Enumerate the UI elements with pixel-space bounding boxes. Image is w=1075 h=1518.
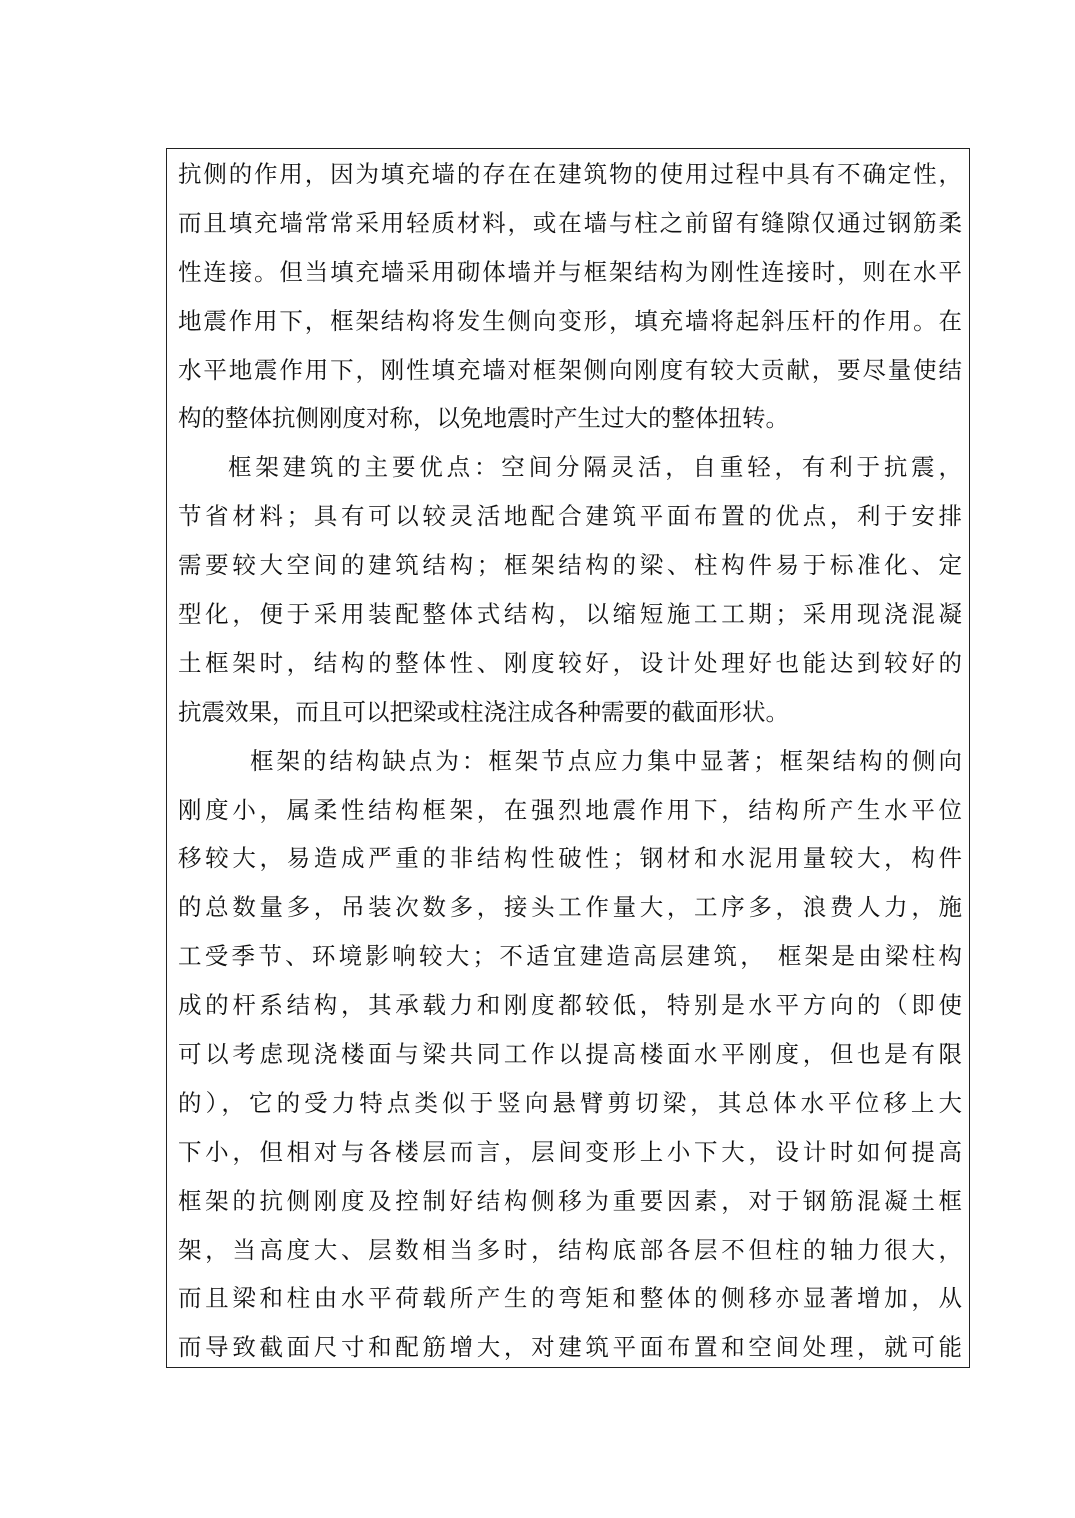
paragraph-1 bbox=[178, 150, 962, 443]
paragraph-line: 而且填充墙常常采用轻质材料，或在墙与柱之前留有缝隙仅通过钢筋柔 bbox=[178, 208, 962, 237]
paragraph-line: 的总数量多，吊装次数多，接头工作量大，工序多，浪费人力，施 bbox=[178, 893, 962, 922]
paragraph-3 bbox=[178, 737, 962, 1373]
paragraph-line: 需要较大空间的建筑结构；框架结构的梁、柱构件易于标准化、定 bbox=[178, 551, 962, 580]
paragraph-line: 架，当高度大、层数相当多时，结构底部各层不但柱的轴力很大， bbox=[178, 1235, 962, 1264]
paragraph-line: 工受季节、环境影响较大；不适宜建造高层建筑， 框架是由梁柱构 bbox=[178, 942, 962, 971]
paragraph-line: 性连接。但当填充墙采用砌体墙并与框架结构为刚性连接时，则在水平 bbox=[178, 257, 962, 286]
paragraph-line: 可以考虑现浇楼面与梁共同工作以提高楼面水平刚度，但也是有限 bbox=[178, 1040, 962, 1069]
paragraph-line: 抗震效果，而且可以把梁或柱浇注成各种需要的截面形状。 bbox=[178, 697, 789, 726]
paragraph-2 bbox=[178, 443, 962, 736]
paragraph-line: 水平地震作用下，刚性填充墙对框架侧向刚度有较大贡献，要尽量使结 bbox=[178, 355, 962, 384]
paragraph-line: 成的杆系结构，其承载力和刚度都较低，特别是水平方向的（即使 bbox=[178, 991, 962, 1020]
paragraph-line: 框架的结构缺点为：框架节点应力集中显著；框架结构的侧向 bbox=[250, 746, 962, 775]
paragraph-line: 地震作用下，框架结构将发生侧向变形，填充墙将起斜压杆的作用。在 bbox=[178, 306, 962, 335]
document-body bbox=[178, 150, 962, 1372]
paragraph-line: 而且梁和柱由水平荷载所产生的弯矩和整体的侧移亦显著增加，从 bbox=[178, 1284, 962, 1313]
paragraph-line: 节省材料；具有可以较灵活地配合建筑平面布置的优点，利于安排 bbox=[178, 502, 962, 531]
paragraph-line: 而导致截面尺寸和配筋增大，对建筑平面布置和空间处理，就可能 bbox=[178, 1333, 962, 1362]
paragraph-line: 抗侧的作用，因为填充墙的存在在建筑物的使用过程中具有不确定性， bbox=[178, 160, 962, 188]
paragraph-line: 框架的抗侧刚度及控制好结构侧移为重要因素，对于钢筋混凝土框 bbox=[178, 1186, 962, 1215]
paragraph-line: 型化，便于采用装配整体式结构，以缩短施工工期；采用现浇混凝 bbox=[178, 600, 962, 629]
paragraph-line: 刚度小，属柔性结构框架，在强烈地震作用下，结构所产生水平位 bbox=[178, 795, 962, 824]
paragraph-line: 下小，但相对与各楼层而言，层间变形上小下大，设计时如何提高 bbox=[178, 1137, 962, 1166]
paragraph-line: 的），它的受力特点类似于竖向悬臂剪切梁，其总体水平位移上大 bbox=[178, 1088, 962, 1117]
paragraph-line: 移较大，易造成严重的非结构性破性；钢材和水泥用量较大，构件 bbox=[178, 844, 962, 873]
paragraph-line: 土框架时，结构的整体性、刚度较好，设计处理好也能达到较好的 bbox=[178, 648, 962, 677]
paragraph-line: 框架建筑的主要优点：空间分隔灵活，自重轻，有利于抗震， bbox=[228, 453, 962, 482]
paragraph-line: 构的整体抗侧刚度对称，以免地震时产生过大的整体扭转。 bbox=[178, 404, 789, 433]
